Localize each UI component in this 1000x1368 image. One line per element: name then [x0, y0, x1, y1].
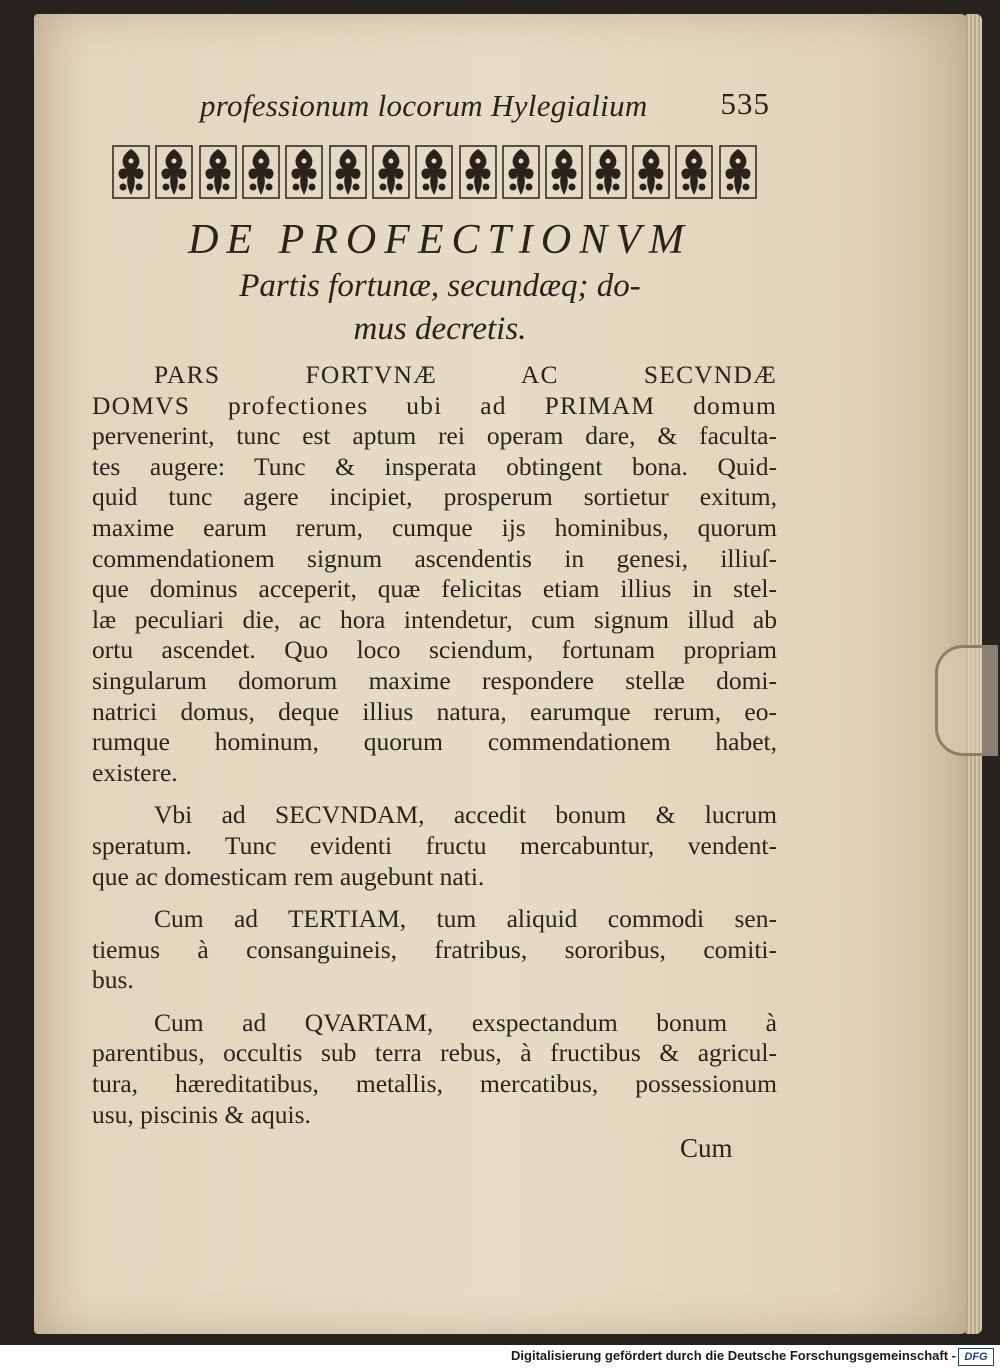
dfg-logo: DFG	[958, 1348, 994, 1366]
text-line: que ac domesticam rem augebunt nati.	[92, 861, 485, 891]
text-line: pervenerint, tunc est aptum rei operam dare, & faculta-	[92, 421, 777, 451]
fleuron-ornament	[502, 145, 540, 199]
text-line: parentibus, occultis sub terra rebus, à fructibus & agricul-	[92, 1038, 777, 1068]
text-line: bus.	[92, 965, 134, 995]
text-line: tiemus à consanguineis, fratribus, sororibus, comiti-	[92, 934, 777, 964]
fleuron-ornament	[545, 145, 583, 199]
page-tab-marker	[935, 645, 998, 756]
text-line: existere.	[92, 757, 178, 787]
fleuron-ornament	[632, 145, 670, 199]
fleuron-ornament	[589, 145, 627, 199]
fleuron-ornament	[719, 145, 757, 199]
page-number: 535	[720, 86, 770, 121]
fleuron-ornament	[415, 145, 453, 199]
text-line: que dominus acceperit, quæ felicitas etiam illius in stel-	[92, 574, 777, 604]
running-head-title: professionum locorum Hylegialium	[200, 88, 648, 123]
text-line: PARS FORTVNÆ AC SECVNDÆ	[154, 360, 777, 389]
text-line: Vbi ad SECVNDAM, accedit bonum & lucrum	[154, 800, 777, 830]
heading-sub-line-2: mus decretis.	[353, 311, 527, 347]
text-line: quid tunc agere incipiet, prosperum sortietur exitum,	[92, 482, 777, 512]
body-text	[92, 360, 777, 1130]
fleuron-ornament	[459, 145, 497, 199]
text-line: tes augere: Tunc & insperata obtingent bona. Quid-	[92, 451, 777, 481]
fleuron-ornament	[155, 145, 193, 199]
text-line: singularum domorum maxime respondere stellæ domi-	[92, 665, 777, 695]
text-line: usu, piscinis & aquis.	[92, 1099, 311, 1129]
footer-credit: Digitalisierung gefördert durch die Deutsche Forschungsgemeinschaft -	[511, 1348, 956, 1363]
fleuron-ornament	[675, 145, 713, 199]
fleuron-ornament	[199, 145, 237, 199]
text-line: natrici domus, deque illius natura, earumque rerum, eo-	[92, 696, 777, 726]
text-line: DOMVS profectiones ubi ad PRIMAM domum	[92, 390, 777, 420]
heading-sub-line-1: Partis fortunæ, secundæq; do-	[239, 268, 641, 304]
catchword: Cum	[680, 1133, 733, 1163]
fleuron-ornament	[372, 145, 410, 199]
text-line: Cum ad TERTIAM, tum aliquid commodi sen-	[154, 904, 777, 934]
chapter-heading	[120, 215, 760, 351]
fleuron-ornament	[329, 145, 367, 199]
footer-bar	[0, 1345, 1000, 1368]
fleuron-ornament	[242, 145, 280, 199]
fleuron-ornament	[285, 145, 323, 199]
text-line: læ peculiari die, ac hora intendetur, cum signum illud ab	[92, 604, 777, 634]
text-line: tura, hæreditatibus, metallis, mercatibus, possessionum	[92, 1069, 777, 1099]
ornament-band	[112, 143, 757, 201]
text-line: ortu ascendet. Quo loco sciendum, fortunam propriam	[92, 635, 777, 665]
fleuron-ornament	[112, 145, 150, 199]
heading-main: DE PROFECTIONVM	[188, 217, 692, 263]
text-line: Cum ad QVARTAM, exspectandum bonum à	[154, 1007, 777, 1037]
text-line: speratum. Tunc evidenti fructu mercabuntur, vendent-	[92, 830, 777, 860]
text-line: maxime earum rerum, cumque ijs hominibus, quorum	[92, 512, 777, 542]
running-head	[180, 88, 770, 136]
text-line: commendationem signum ascendentis in genesi, illiuſ-	[92, 543, 777, 573]
text-line: rumque hominum, quorum commendationem habet,	[92, 727, 777, 757]
